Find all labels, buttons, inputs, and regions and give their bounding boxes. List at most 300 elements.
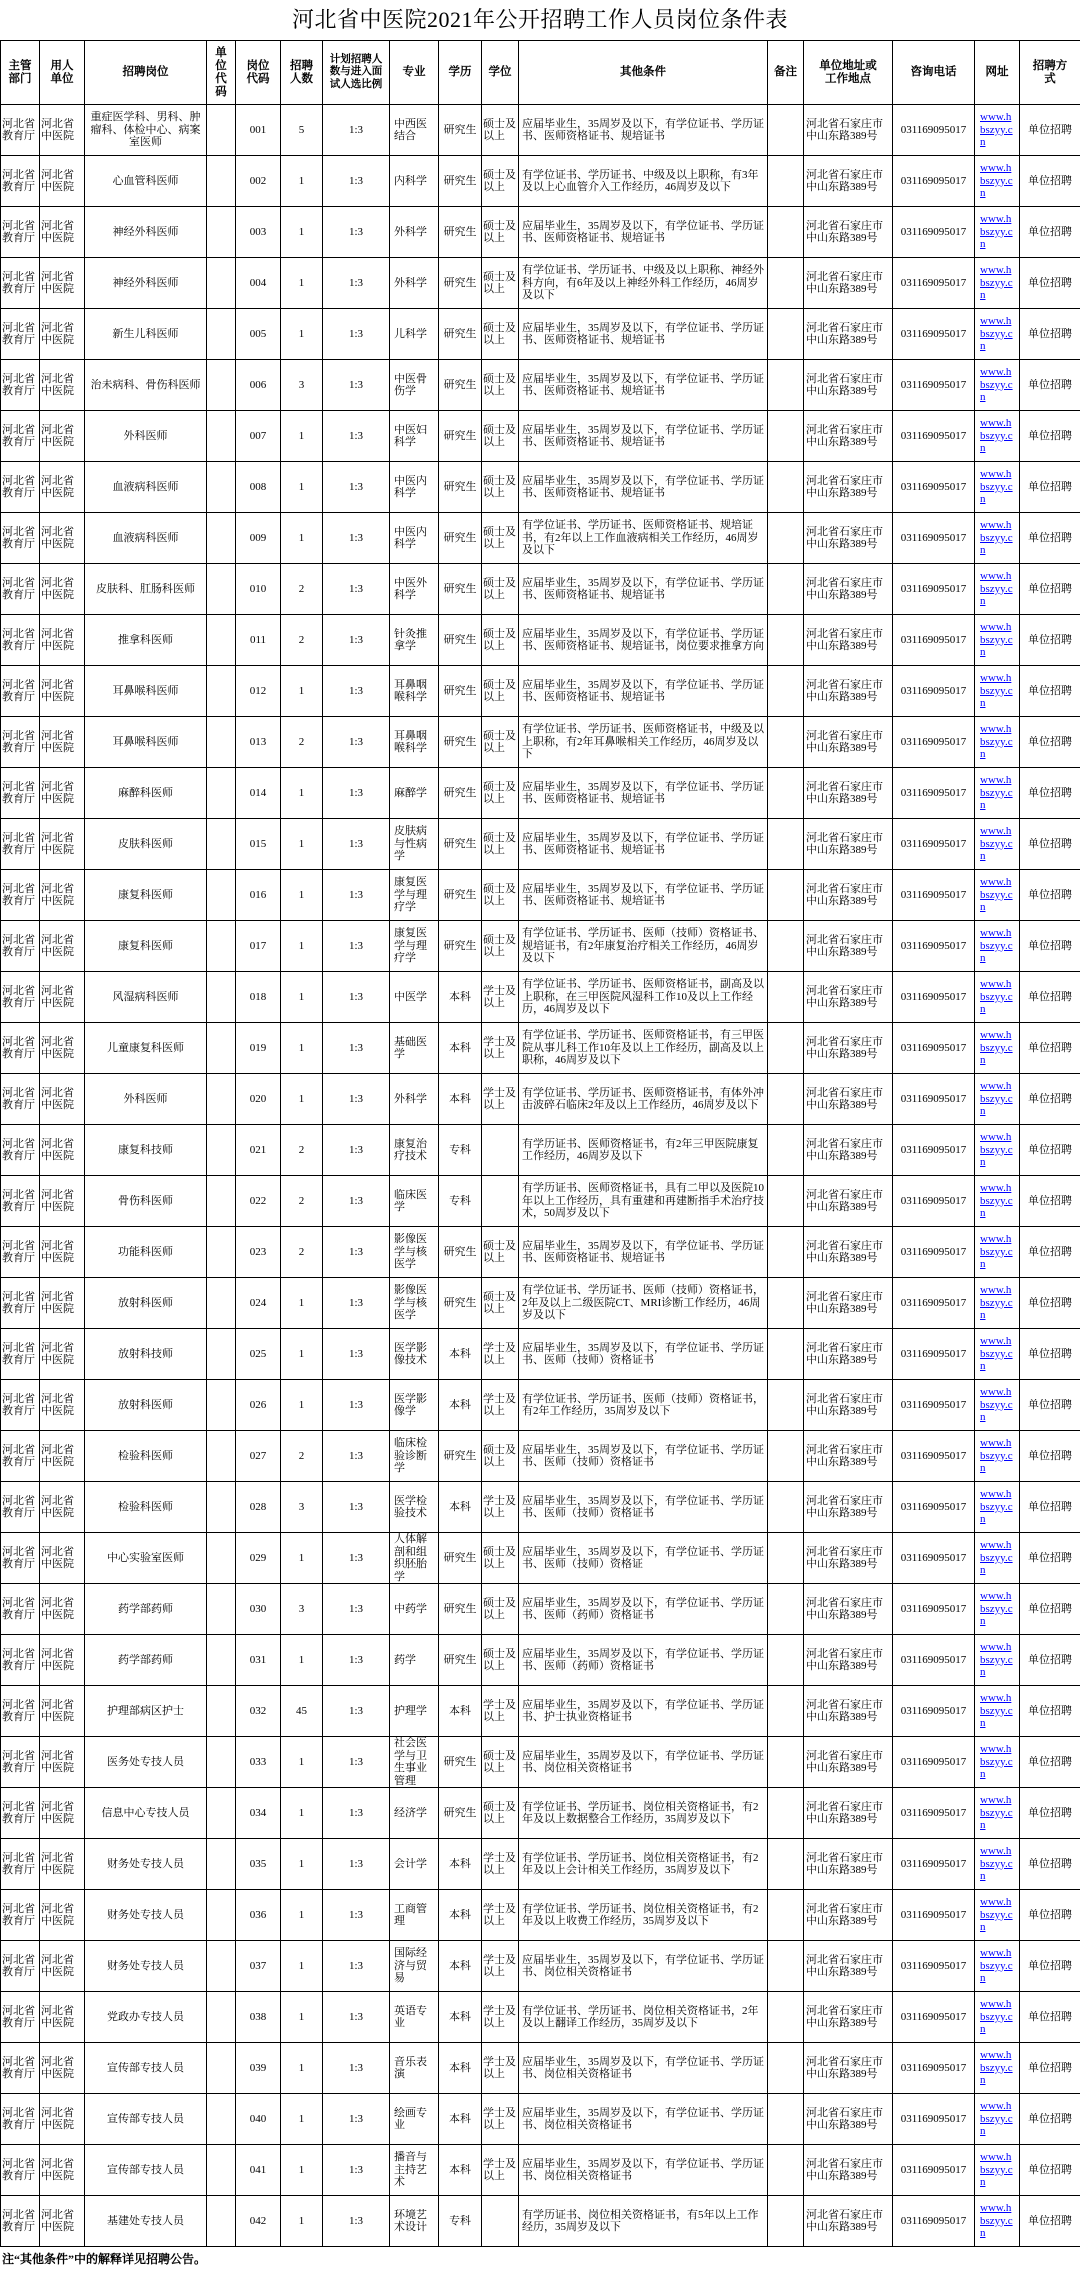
- website-link[interactable]: www.hbszyy.cn: [980, 1437, 1013, 1475]
- cell-address: [804, 1227, 893, 1278]
- cell-employer: [40, 1125, 85, 1176]
- cell-employer: [40, 1584, 85, 1635]
- cell-education: [439, 1839, 482, 1890]
- website-link[interactable]: www.hbszyy.cn: [980, 1896, 1013, 1934]
- cell-ratio: [323, 972, 390, 1023]
- cell-post-code: [236, 411, 281, 462]
- cell-degree: [482, 870, 519, 921]
- website-link[interactable]: www.hbszyy.cn: [980, 1335, 1013, 1373]
- cell-address: [804, 1023, 893, 1074]
- major-text: 内科学: [394, 174, 427, 187]
- cell-other-conditions: [519, 1839, 768, 1890]
- cell-post-code: [236, 564, 281, 615]
- cell-openings: [281, 1380, 323, 1431]
- website-link[interactable]: www.hbszyy.cn: [980, 519, 1013, 557]
- website-link[interactable]: www.hbszyy.cn: [980, 1539, 1013, 1577]
- department-text: 河北省教育厅: [2, 1545, 35, 1570]
- cell-degree: [482, 1125, 519, 1176]
- table-row: [1, 1380, 1080, 1431]
- cell-openings: [281, 207, 323, 258]
- cell-method: [1020, 1992, 1080, 2043]
- degree-text: 学士及以上: [483, 1902, 516, 1927]
- openings-text: 2: [298, 1143, 305, 1156]
- cell-other-conditions: [519, 1584, 768, 1635]
- position-text: 麻醉科医师: [118, 786, 173, 799]
- address-text: 河北省石家庄市中山东路389号: [806, 1341, 883, 1366]
- cell-education: [439, 1329, 482, 1380]
- cell-department: [1, 1023, 40, 1074]
- website-link[interactable]: www.hbszyy.cn: [980, 1131, 1013, 1169]
- phone-text: 031169095017: [900, 582, 967, 595]
- post-code-text: 016: [249, 888, 267, 901]
- other-conditions-text: 有学位证书、学历证书、岗位相关资格证书，有2年及以上会计相关工作经历，35周岁及以下: [522, 1851, 759, 1876]
- cell-unit-code: [207, 1941, 236, 1992]
- degree-text: 硕士及以上: [483, 627, 516, 652]
- cell-address: [804, 2043, 893, 2094]
- table-row: [1, 462, 1080, 513]
- cell-openings: [281, 768, 323, 819]
- cell-method: [1020, 411, 1080, 462]
- table-row: [1, 105, 1080, 156]
- openings-text: 1: [298, 2061, 305, 2074]
- cell-address: [804, 1278, 893, 1329]
- cell-ratio: [323, 309, 390, 360]
- employer-text: 河北省中医院: [41, 627, 74, 652]
- department-text: 河北省教育厅: [2, 2004, 35, 2029]
- website-link[interactable]: www.hbszyy.cn: [980, 570, 1013, 608]
- cell-openings: [281, 360, 323, 411]
- cell-ratio: [323, 870, 390, 921]
- openings-text: 1: [298, 2214, 305, 2227]
- table-row: [1, 564, 1080, 615]
- cell-employer: [40, 666, 85, 717]
- table-row: [1, 1176, 1080, 1227]
- table-row: [1, 207, 1080, 258]
- cell-openings: [281, 1278, 323, 1329]
- cell-website: [975, 1941, 1020, 1992]
- cell-unit-code: [207, 1176, 236, 1227]
- address-text: 河北省石家庄市中山东路389号: [806, 1443, 883, 1468]
- openings-text: 1: [298, 1296, 305, 1309]
- education-text: 研究生: [443, 1245, 477, 1258]
- department-text: 河北省教育厅: [2, 984, 35, 1009]
- cell-other-conditions: [519, 717, 768, 768]
- cell-method: [1020, 1431, 1080, 1482]
- cell-degree: [482, 1839, 519, 1890]
- website-link[interactable]: www.hbszyy.cn: [980, 1998, 1013, 2036]
- cell-method: [1020, 615, 1080, 666]
- position-text: 放射科医师: [118, 1398, 173, 1411]
- cell-ratio: [323, 1941, 390, 1992]
- cell-employer: [40, 1941, 85, 1992]
- cell-position: [85, 1584, 207, 1635]
- website-link[interactable]: www.hbszyy.cn: [980, 2100, 1013, 2138]
- website-link[interactable]: www.hbszyy.cn: [980, 213, 1013, 251]
- openings-text: 1: [298, 1041, 305, 1054]
- website-link[interactable]: www.hbszyy.cn: [980, 2049, 1013, 2087]
- cell-method: [1020, 2094, 1080, 2145]
- address-text: 河北省石家庄市中山东路389号: [806, 2055, 883, 2080]
- website-link[interactable]: www.hbszyy.cn: [980, 621, 1013, 659]
- department-text: 河北省教育厅: [2, 117, 35, 142]
- method-text: 单位招聘: [1028, 1806, 1072, 1819]
- website-link[interactable]: www.hbszyy.cn: [980, 2151, 1013, 2189]
- cell-department: [1, 1125, 40, 1176]
- degree-text: 硕士及以上: [483, 780, 516, 805]
- cell-ratio: [323, 156, 390, 207]
- method-text: 单位招聘: [1028, 1449, 1072, 1462]
- cell-department: [1, 156, 40, 207]
- phone-text: 031169095017: [900, 1143, 967, 1156]
- cell-employer: [40, 1329, 85, 1380]
- cell-position: [85, 309, 207, 360]
- table-row: [1, 666, 1080, 717]
- position-text: 宣传部专技人员: [107, 2061, 184, 2074]
- department-text: 河北省教育厅: [2, 2106, 35, 2131]
- address-text: 河北省石家庄市中山东路389号: [806, 2106, 883, 2131]
- cell-method: [1020, 1278, 1080, 1329]
- address-text: 河北省石家庄市中山东路389号: [806, 1902, 883, 1927]
- cell-position: [85, 819, 207, 870]
- cell-method: [1020, 1890, 1080, 1941]
- cell-education: [439, 1584, 482, 1635]
- cell-remarks: [768, 666, 804, 717]
- method-text: 单位招聘: [1028, 1092, 1072, 1105]
- cell-phone: [893, 1839, 975, 1890]
- phone-text: 031169095017: [900, 2214, 967, 2227]
- education-text: 研究生: [443, 1806, 477, 1819]
- cell-ratio: [323, 1074, 390, 1125]
- other-conditions-text: 应届毕业生，35周岁及以下，有学位证书、学历证书、医师资格证书、规培证书: [522, 321, 764, 346]
- cell-openings: [281, 1788, 323, 1839]
- openings-text: 2: [298, 1194, 305, 1207]
- cell-major: [390, 1125, 439, 1176]
- major-text: 中西医结合: [394, 117, 427, 142]
- website-link[interactable]: www.hbszyy.cn: [980, 876, 1013, 914]
- post-code-text: 011: [249, 633, 267, 646]
- department-text: 河北省教育厅: [2, 474, 35, 499]
- employer-text: 河北省中医院: [41, 1137, 74, 1162]
- table-row: [1, 156, 1080, 207]
- other-conditions-text: 应届毕业生，35周岁及以下，有学位证书、学历证书、医师资格证书、规培证书: [522, 831, 764, 856]
- education-text: 专科: [449, 2214, 471, 2227]
- cell-phone: [893, 921, 975, 972]
- cell-phone: [893, 258, 975, 309]
- post-code-text: 002: [249, 174, 267, 187]
- table-row: [1, 1431, 1080, 1482]
- cell-department: [1, 1839, 40, 1890]
- department-text: 河北省教育厅: [2, 1443, 35, 1468]
- degree-text: 学士及以上: [483, 1392, 516, 1417]
- major-text: 临床医学: [394, 1188, 427, 1213]
- cell-employer: [40, 2043, 85, 2094]
- other-conditions-text: 应届毕业生，35周岁及以下，有学位证书、学历证书、医师（技师）资格证书: [522, 1494, 764, 1519]
- header-degree-label: 学位: [488, 66, 512, 78]
- website-link[interactable]: www.hbszyy.cn: [980, 417, 1013, 455]
- cell-unit-code: [207, 1737, 236, 1788]
- cell-position: [85, 411, 207, 462]
- cell-unit-code: [207, 1329, 236, 1380]
- website-link[interactable]: www.hbszyy.cn: [980, 111, 1013, 149]
- phone-text: 031169095017: [900, 276, 967, 289]
- employer-text: 河北省中医院: [41, 780, 74, 805]
- cell-remarks: [768, 207, 804, 258]
- department-text: 河北省教育厅: [2, 2055, 35, 2080]
- department-text: 河北省教育厅: [2, 831, 35, 856]
- cell-other-conditions: [519, 564, 768, 615]
- website-link[interactable]: www.hbszyy.cn: [980, 1794, 1013, 1832]
- position-text: 儿童康复科医师: [107, 1041, 184, 1054]
- phone-text: 031169095017: [900, 1755, 967, 1768]
- website-link[interactable]: www.hbszyy.cn: [980, 1080, 1013, 1118]
- cell-method: [1020, 1737, 1080, 1788]
- cell-remarks: [768, 360, 804, 411]
- education-text: 研究生: [443, 123, 477, 136]
- openings-text: 3: [298, 1602, 305, 1615]
- address-text: 河北省石家庄市中山东路389号: [806, 933, 883, 958]
- employer-text: 河北省中医院: [41, 1647, 74, 1672]
- openings-text: 1: [298, 1959, 305, 1972]
- website-link[interactable]: www.hbszyy.cn: [980, 927, 1013, 965]
- website-link[interactable]: www.hbszyy.cn: [980, 1641, 1013, 1679]
- table-row: [1, 1890, 1080, 1941]
- website-link[interactable]: www.hbszyy.cn: [980, 1590, 1013, 1628]
- cell-department: [1, 1584, 40, 1635]
- ratio-text: 1:3: [348, 429, 364, 442]
- website-link[interactable]: www.hbszyy.cn: [980, 162, 1013, 200]
- website-link[interactable]: www.hbszyy.cn: [980, 2202, 1013, 2240]
- website-link[interactable]: www.hbszyy.cn: [980, 366, 1013, 404]
- website-link[interactable]: www.hbszyy.cn: [980, 1284, 1013, 1322]
- cell-degree: [482, 1074, 519, 1125]
- cell-method: [1020, 1329, 1080, 1380]
- cell-post-code: [236, 1431, 281, 1482]
- position-text: 中心实验室医师: [107, 1551, 184, 1564]
- page-title: 河北省中医院2021年公开招聘工作人员岗位条件表: [291, 7, 788, 32]
- header-post-code: [236, 41, 281, 105]
- header-method-label: 招聘方式: [1032, 59, 1068, 85]
- website-link[interactable]: www.hbszyy.cn: [980, 1182, 1013, 1220]
- cell-employer: [40, 360, 85, 411]
- website-link[interactable]: www.hbszyy.cn: [980, 1488, 1013, 1526]
- table-row: [1, 1992, 1080, 2043]
- cell-phone: [893, 360, 975, 411]
- cell-website: [975, 615, 1020, 666]
- cell-other-conditions: [519, 1227, 768, 1278]
- major-text: 针灸推拿学: [394, 627, 427, 652]
- cell-remarks: [768, 819, 804, 870]
- table-row: [1, 513, 1080, 564]
- cell-position: [85, 870, 207, 921]
- website-link[interactable]: www.hbszyy.cn: [980, 774, 1013, 812]
- website-link[interactable]: www.hbszyy.cn: [980, 1233, 1013, 1271]
- cell-remarks: [768, 2043, 804, 2094]
- website-link[interactable]: www.hbszyy.cn: [980, 1947, 1013, 1985]
- post-code-text: 040: [249, 2112, 267, 2125]
- header-position: [85, 41, 207, 105]
- cell-method: [1020, 2196, 1080, 2247]
- cell-website: [975, 1533, 1020, 1584]
- address-text: 河北省石家庄市中山东路389号: [806, 882, 883, 907]
- cell-phone: [893, 1227, 975, 1278]
- cell-department: [1, 1227, 40, 1278]
- cell-method: [1020, 1380, 1080, 1431]
- table-row: [1, 1329, 1080, 1380]
- cell-department: [1, 309, 40, 360]
- cell-education: [439, 1788, 482, 1839]
- phone-text: 031169095017: [900, 480, 967, 493]
- cell-department: [1, 1533, 40, 1584]
- cell-post-code: [236, 666, 281, 717]
- cell-method: [1020, 156, 1080, 207]
- cell-department: [1, 258, 40, 309]
- address-text: 河北省石家庄市中山东路389号: [806, 1494, 883, 1519]
- degree-text: 硕士及以上: [483, 1443, 516, 1468]
- website-link[interactable]: www.hbszyy.cn: [980, 1743, 1013, 1781]
- website-link[interactable]: www.hbszyy.cn: [980, 468, 1013, 506]
- website-link[interactable]: www.hbszyy.cn: [980, 1845, 1013, 1883]
- openings-text: 1: [298, 1908, 305, 1921]
- cell-website: [975, 258, 1020, 309]
- cell-remarks: [768, 1635, 804, 1686]
- cell-department: [1, 564, 40, 615]
- cell-employer: [40, 1890, 85, 1941]
- openings-text: 1: [298, 1806, 305, 1819]
- cell-address: [804, 1533, 893, 1584]
- cell-post-code: [236, 1329, 281, 1380]
- education-text: 研究生: [443, 429, 477, 442]
- cell-position: [85, 462, 207, 513]
- cell-department: [1, 2043, 40, 2094]
- cell-post-code: [236, 717, 281, 768]
- cell-employer: [40, 921, 85, 972]
- header-other-conditions-label: 其他条件: [620, 66, 666, 78]
- website-link[interactable]: www.hbszyy.cn: [980, 825, 1013, 863]
- education-text: 研究生: [443, 276, 477, 289]
- cell-post-code: [236, 768, 281, 819]
- ratio-text: 1:3: [348, 633, 364, 646]
- cell-major: [390, 1635, 439, 1686]
- address-text: 河北省石家庄市中山东路389号: [806, 270, 883, 295]
- ratio-text: 1:3: [348, 2112, 364, 2125]
- other-conditions-text: 应届毕业生，35周岁及以下，有学位证书、学历证书、岗位相关资格证书: [522, 2157, 764, 2182]
- major-text: 耳鼻咽喉科学: [394, 678, 427, 703]
- cell-position: [85, 564, 207, 615]
- cell-website: [975, 564, 1020, 615]
- address-text: 河北省石家庄市中山东路389号: [806, 780, 883, 805]
- major-text: 播音与主持艺术: [394, 2151, 427, 2189]
- major-text: 基础医学: [394, 1035, 427, 1060]
- major-text: 中医学: [394, 990, 427, 1003]
- position-text: 信息中心专技人员: [101, 1806, 190, 1819]
- position-text: 宣传部专技人员: [107, 2163, 184, 2176]
- cell-education: [439, 1533, 482, 1584]
- address-text: 河北省石家庄市中山东路389号: [806, 1035, 883, 1060]
- cell-phone: [893, 564, 975, 615]
- cell-post-code: [236, 1890, 281, 1941]
- website-link[interactable]: www.hbszyy.cn: [980, 315, 1013, 353]
- address-text: 河北省石家庄市中山东路389号: [806, 678, 883, 703]
- cell-website: [975, 105, 1020, 156]
- cell-ratio: [323, 615, 390, 666]
- cell-position: [85, 1788, 207, 1839]
- cell-remarks: [768, 1584, 804, 1635]
- cell-phone: [893, 156, 975, 207]
- cell-position: [85, 258, 207, 309]
- openings-text: 1: [298, 429, 305, 442]
- ratio-text: 1:3: [348, 1194, 364, 1207]
- employer-text: 河北省中医院: [41, 474, 74, 499]
- position-text: 检验科医师: [118, 1500, 173, 1513]
- cell-department: [1, 513, 40, 564]
- phone-text: 031169095017: [900, 939, 967, 952]
- cell-other-conditions: [519, 207, 768, 258]
- position-text: 药学部药师: [118, 1653, 173, 1666]
- education-text: 本科: [449, 1908, 471, 1921]
- ratio-text: 1:3: [348, 327, 364, 340]
- address-text: 河北省石家庄市中山东路389号: [806, 576, 883, 601]
- degree-text: 硕士及以上: [483, 321, 516, 346]
- openings-text: 1: [298, 2112, 305, 2125]
- employer-text: 河北省中医院: [41, 2208, 74, 2233]
- degree-text: 硕士及以上: [483, 525, 516, 550]
- cell-ratio: [323, 1890, 390, 1941]
- post-code-text: 010: [249, 582, 267, 595]
- cell-other-conditions: [519, 1482, 768, 1533]
- website-link[interactable]: www.hbszyy.cn: [980, 978, 1013, 1016]
- openings-text: 1: [298, 837, 305, 850]
- header-row: [1, 41, 1080, 105]
- phone-text: 031169095017: [900, 1806, 967, 1819]
- cell-openings: [281, 1023, 323, 1074]
- employer-text: 河北省中医院: [41, 1902, 74, 1927]
- website-link[interactable]: www.hbszyy.cn: [980, 1692, 1013, 1730]
- openings-text: 2: [298, 582, 305, 595]
- degree-text: 学士及以上: [483, 984, 516, 1009]
- cell-openings: [281, 411, 323, 462]
- website-link[interactable]: www.hbszyy.cn: [980, 1386, 1013, 1424]
- employer-text: 河北省中医院: [41, 831, 74, 856]
- cell-address: [804, 1788, 893, 1839]
- address-text: 河北省石家庄市中山东路389号: [806, 321, 883, 346]
- website-link[interactable]: www.hbszyy.cn: [980, 672, 1013, 710]
- cell-ratio: [323, 1125, 390, 1176]
- cell-post-code: [236, 1176, 281, 1227]
- cell-address: [804, 717, 893, 768]
- cell-method: [1020, 870, 1080, 921]
- website-link[interactable]: www.hbszyy.cn: [980, 1029, 1013, 1067]
- header-openings-label: 招聘人数: [290, 59, 313, 85]
- cell-education: [439, 309, 482, 360]
- website-link[interactable]: www.hbszyy.cn: [980, 264, 1013, 302]
- website-link[interactable]: www.hbszyy.cn: [980, 723, 1013, 761]
- phone-text: 031169095017: [900, 735, 967, 748]
- cell-education: [439, 1737, 482, 1788]
- cell-education: [439, 156, 482, 207]
- post-code-text: 012: [249, 684, 267, 697]
- cell-major: [390, 1074, 439, 1125]
- cell-major: [390, 1584, 439, 1635]
- other-conditions-text: 有学位证书、学历证书、中级及以上职称，有3年及以上心血管介入工作经历，46周岁及以下: [522, 168, 759, 193]
- ratio-text: 1:3: [348, 939, 364, 952]
- header-unit-code: [207, 41, 236, 105]
- cell-other-conditions: [519, 258, 768, 309]
- cell-degree: [482, 156, 519, 207]
- openings-text: 1: [298, 684, 305, 697]
- other-conditions-text: 应届毕业生，35周岁及以下，有学位证书、学历证书、医师资格证书、规培证书: [522, 219, 764, 244]
- cell-employer: [40, 258, 85, 309]
- other-conditions-text: 有学历证书、医师资格证书，有2年三甲医院康复工作经历，46周岁及以下: [522, 1137, 759, 1162]
